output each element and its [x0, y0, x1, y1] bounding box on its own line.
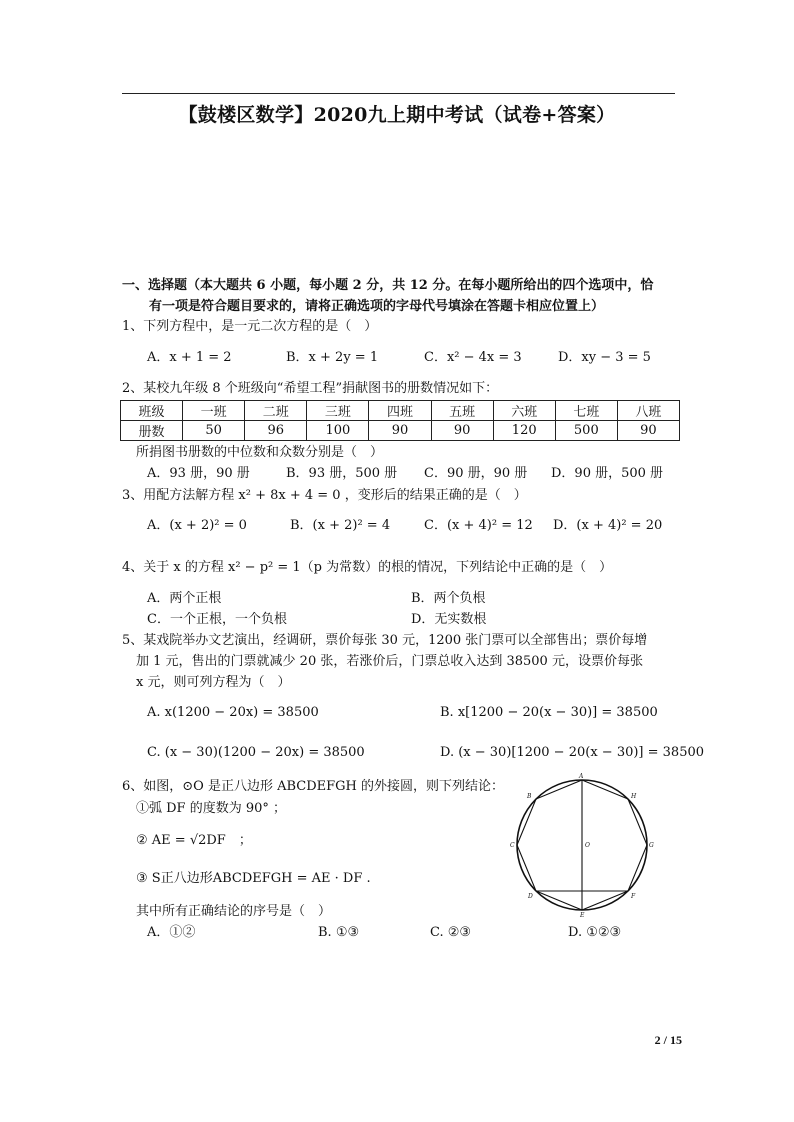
- label-f: F: [631, 893, 636, 900]
- label-h: H: [631, 793, 637, 800]
- q5-option-a: A. x(1200 − 20x) = 38500: [147, 705, 319, 720]
- section-heading-line1: 一、选择题（本大题共 6 小题，每小题 2 分，共 12 分。在每小题所给出的四个选项中，恰: [122, 278, 654, 293]
- q5-line1: 5、某戏院举办文艺演出，经调研，票价每张 30 元，1200 张门票可以全部售出；票价每增: [122, 633, 648, 648]
- q1-option-a: A．x + 1 = 2: [147, 350, 232, 365]
- label-b: B: [527, 793, 532, 800]
- q6-option-b: B. ①③: [318, 925, 360, 940]
- label-a: A: [579, 773, 584, 780]
- table-header-cell: 班级: [121, 401, 183, 421]
- q6-option-d: D. ①②③: [568, 925, 622, 940]
- q6-item2: ② AE = √2DF ；: [136, 833, 252, 848]
- page-title: 【鼓楼区数学】2020九上期中考试（试卷+答案）: [178, 104, 616, 126]
- table-row: [121, 401, 680, 421]
- table-cell: 50: [183, 421, 245, 441]
- label-o: O: [585, 842, 590, 849]
- label-e: E: [580, 912, 585, 918]
- q5-option-b: B. x[1200 − 20(x − 30)] = 38500: [440, 705, 658, 720]
- label-d: D: [528, 893, 533, 900]
- table-header-cell: 五班: [431, 401, 493, 421]
- q5-option-c: C. (x − 30)(1200 − 20x) = 38500: [147, 745, 365, 760]
- table-header-cell: 二班: [245, 401, 307, 421]
- q2-option-b: B．93 册，500 册: [286, 466, 398, 481]
- q2-followup: 所捐图书册数的中位数和众数分别是（ ）: [136, 445, 384, 460]
- q4-option-b: B．两个负根: [411, 591, 486, 606]
- q4-option-a: A．两个正根: [147, 591, 222, 606]
- q4-stem: 4、关于 x 的方程 x² − p² = 1（p 为常数）的根的情况，下列结论中正确的是（ ）: [122, 560, 613, 575]
- q2-stem: 2、某校九年级 8 个班级向“希望工程”捐献图书的册数情况如下：: [122, 381, 499, 396]
- label-c: C: [510, 842, 515, 849]
- q1-option-c: C．x² − 4x = 3: [424, 350, 522, 365]
- q6-option-a: A．①②: [147, 925, 196, 940]
- q6-option-c: C. ②③: [430, 925, 472, 940]
- table-header-cell: 四班: [369, 401, 431, 421]
- q3-option-b: B．(x + 2)² = 4: [290, 518, 391, 533]
- table-cell: 90: [369, 421, 431, 441]
- q1-stem: 1、下列方程中，是一元二次方程的是（ ）: [122, 319, 378, 334]
- q2-option-d: D．90 册，500 册: [551, 466, 664, 481]
- q6-item3: ③ S正八边形ABCDEFGH = AE · DF .: [136, 871, 371, 886]
- table-header-cell: 八班: [617, 401, 679, 421]
- q2-option-a: A．93 册，90 册: [147, 466, 250, 481]
- table-header-cell: 七班: [555, 401, 617, 421]
- q5-line3: x 元，则可列方程为（ ）: [136, 675, 291, 690]
- q4-option-c: C．一个正根，一个负根: [147, 612, 287, 627]
- q2-option-c: C．90 册，90 册: [424, 466, 528, 481]
- table-cell: 100: [307, 421, 369, 441]
- header-rule: [122, 93, 675, 94]
- q6-item1: ①弧 DF 的度数为 90° ；: [136, 801, 287, 816]
- table-cell: 90: [617, 421, 679, 441]
- section-heading-line2: 有一项是符合题目要求的，请将正确选项的字母代号填涂在答题卡相应位置上）: [149, 299, 605, 314]
- q4-option-d: D．无实数根: [411, 612, 487, 627]
- table-header-cell: 一班: [183, 401, 245, 421]
- q5-line2: 加 1 元，售出的门票就减少 20 张，若涨价后，门票总收入达到 38500 元，设票价每张: [136, 654, 643, 669]
- q5-option-d: D. (x − 30)[1200 − 20(x − 30)] = 38500: [440, 745, 705, 760]
- table-header-cell: 六班: [493, 401, 555, 421]
- octagon-figure: [503, 773, 665, 918]
- q3-stem: 3、用配方法解方程 x² + 8x + 4 = 0 ，变形后的结果正确的是（ ）: [122, 488, 527, 503]
- table-cell: 120: [493, 421, 555, 441]
- q1-option-b: B．x + 2y = 1: [286, 350, 379, 365]
- q6-question: 其中所有正确结论的序号是（ ）: [136, 904, 332, 919]
- label-g: G: [649, 842, 654, 849]
- donation-table: [120, 400, 680, 441]
- q6-stem: 6、如图，⊙O 是正八边形 ABCDEFGH 的外接圆，则下列结论：: [122, 779, 505, 794]
- q3-option-c: C．(x + 4)² = 12: [424, 518, 533, 533]
- table-cell: 册数: [121, 421, 183, 441]
- q1-option-d: D．xy − 3 = 5: [558, 350, 651, 365]
- table-cell: 500: [555, 421, 617, 441]
- table-cell: 90: [431, 421, 493, 441]
- table-header-cell: 三班: [307, 401, 369, 421]
- q3-option-d: D．(x + 4)² = 20: [553, 518, 663, 533]
- page-number: 2 / 15: [654, 1033, 682, 1047]
- table-cell: 96: [245, 421, 307, 441]
- table-row: [121, 421, 680, 441]
- q3-option-a: A．(x + 2)² = 0: [147, 518, 247, 533]
